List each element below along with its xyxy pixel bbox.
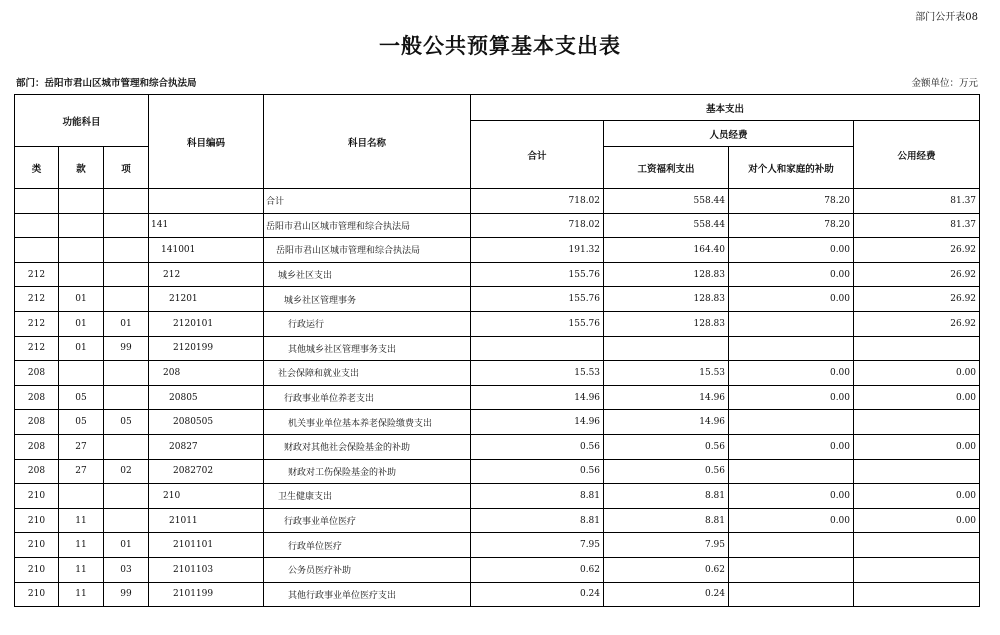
cell-name: 社会保障和就业支出 — [264, 361, 471, 386]
cell-name: 合计 — [264, 189, 471, 214]
header-name: 科目名称 — [264, 95, 471, 189]
cell-code: 20805 — [149, 385, 264, 410]
header-total: 合计 — [471, 121, 604, 189]
cell-subsidy — [729, 410, 854, 435]
cell-xiang: 03 — [104, 557, 149, 582]
cell-wages: 128.83 — [604, 262, 729, 287]
cell-wages — [604, 336, 729, 361]
cell-xiang: 99 — [104, 582, 149, 607]
table-row — [15, 410, 980, 435]
cell-xiang — [104, 262, 149, 287]
table-row — [15, 238, 980, 263]
cell-code: 212 — [149, 262, 264, 287]
cell-wages: 558.44 — [604, 189, 729, 214]
cell-lei — [15, 238, 59, 263]
cell-code: 20827 — [149, 434, 264, 459]
cell-code: 2101103 — [149, 557, 264, 582]
cell-public: 81.37 — [854, 213, 980, 238]
cell-public: 26.92 — [854, 311, 980, 336]
cell-subsidy — [729, 336, 854, 361]
cell-subsidy — [729, 557, 854, 582]
cell-xiang — [104, 385, 149, 410]
cell-name: 行政事业单位医疗 — [264, 508, 471, 533]
cell-xiang — [104, 238, 149, 263]
cell-code: 141001 — [149, 238, 264, 263]
cell-total: 15.53 — [471, 361, 604, 386]
cell-name: 其他行政事业单位医疗支出 — [264, 582, 471, 607]
cell-lei: 208 — [15, 361, 59, 386]
cell-code: 2080505 — [149, 410, 264, 435]
cell-public — [854, 336, 980, 361]
table-row — [15, 361, 980, 386]
header-xiang: 项 — [104, 147, 149, 189]
header-basic-expenditure: 基本支出 — [471, 95, 980, 121]
cell-public — [854, 459, 980, 484]
cell-wages: 0.56 — [604, 459, 729, 484]
cell-total: 155.76 — [471, 287, 604, 312]
cell-total: 155.76 — [471, 311, 604, 336]
cell-code — [149, 189, 264, 214]
cell-code: 208 — [149, 361, 264, 386]
cell-wages: 164.40 — [604, 238, 729, 263]
cell-code: 210 — [149, 484, 264, 509]
cell-total: 14.96 — [471, 385, 604, 410]
cell-code: 21201 — [149, 287, 264, 312]
cell-total: 718.02 — [471, 189, 604, 214]
table-row — [15, 557, 980, 582]
cell-code: 2120101 — [149, 311, 264, 336]
cell-subsidy: 0.00 — [729, 361, 854, 386]
cell-kuan: 11 — [59, 533, 104, 558]
cell-total: 8.81 — [471, 484, 604, 509]
cell-wages: 128.83 — [604, 287, 729, 312]
table-row — [15, 189, 980, 214]
cell-subsidy: 0.00 — [729, 484, 854, 509]
cell-name: 城乡社区管理事务 — [264, 287, 471, 312]
cell-lei: 212 — [15, 336, 59, 361]
cell-total: 0.56 — [471, 459, 604, 484]
cell-total: 7.95 — [471, 533, 604, 558]
cell-public — [854, 582, 980, 607]
table-row — [15, 287, 980, 312]
cell-public — [854, 533, 980, 558]
cell-public: 81.37 — [854, 189, 980, 214]
cell-kuan — [59, 484, 104, 509]
cell-public: 0.00 — [854, 361, 980, 386]
cell-kuan: 11 — [59, 582, 104, 607]
cell-lei: 210 — [15, 582, 59, 607]
cell-total: 718.02 — [471, 213, 604, 238]
cell-kuan: 27 — [59, 459, 104, 484]
cell-wages: 558.44 — [604, 213, 729, 238]
cell-code: 2101199 — [149, 582, 264, 607]
cell-xiang: 02 — [104, 459, 149, 484]
cell-total: 155.76 — [471, 262, 604, 287]
cell-total: 14.96 — [471, 410, 604, 435]
cell-kuan: 11 — [59, 557, 104, 582]
cell-kuan — [59, 361, 104, 386]
cell-name: 岳阳市君山区城市管理和综合执法局 — [264, 213, 471, 238]
cell-subsidy — [729, 311, 854, 336]
cell-lei: 208 — [15, 385, 59, 410]
cell-code: 21011 — [149, 508, 264, 533]
cell-subsidy: 78.20 — [729, 213, 854, 238]
cell-subsidy: 0.00 — [729, 262, 854, 287]
cell-lei: 212 — [15, 262, 59, 287]
cell-kuan: 01 — [59, 287, 104, 312]
cell-public: 0.00 — [854, 508, 980, 533]
cell-subsidy — [729, 533, 854, 558]
header-lei: 类 — [15, 147, 59, 189]
cell-kuan: 05 — [59, 410, 104, 435]
table-row — [15, 262, 980, 287]
cell-lei: 210 — [15, 508, 59, 533]
cell-lei — [15, 213, 59, 238]
cell-lei — [15, 189, 59, 214]
cell-lei: 208 — [15, 410, 59, 435]
cell-kuan: 01 — [59, 336, 104, 361]
cell-xiang — [104, 484, 149, 509]
cell-wages: 14.96 — [604, 385, 729, 410]
cell-kuan — [59, 262, 104, 287]
table-row — [15, 459, 980, 484]
cell-lei: 210 — [15, 533, 59, 558]
budget-table — [14, 94, 980, 607]
cell-lei: 212 — [15, 287, 59, 312]
cell-kuan — [59, 213, 104, 238]
cell-public — [854, 557, 980, 582]
cell-xiang — [104, 287, 149, 312]
cell-kuan: 11 — [59, 508, 104, 533]
cell-xiang — [104, 361, 149, 386]
cell-name: 其他城乡社区管理事务支出 — [264, 336, 471, 361]
cell-xiang — [104, 213, 149, 238]
cell-total: 0.62 — [471, 557, 604, 582]
cell-kuan: 05 — [59, 385, 104, 410]
cell-xiang: 01 — [104, 311, 149, 336]
header-personnel: 人员经费 — [604, 121, 854, 147]
table-row — [15, 336, 980, 361]
cell-xiang: 05 — [104, 410, 149, 435]
header-kuan: 款 — [59, 147, 104, 189]
cell-subsidy: 0.00 — [729, 385, 854, 410]
cell-lei: 208 — [15, 434, 59, 459]
cell-wages: 8.81 — [604, 508, 729, 533]
cell-subsidy — [729, 459, 854, 484]
cell-code: 2120199 — [149, 336, 264, 361]
cell-xiang — [104, 189, 149, 214]
cell-wages: 14.96 — [604, 410, 729, 435]
cell-lei: 208 — [15, 459, 59, 484]
cell-total: 0.56 — [471, 434, 604, 459]
cell-wages: 128.83 — [604, 311, 729, 336]
cell-wages: 7.95 — [604, 533, 729, 558]
table-row — [15, 533, 980, 558]
cell-name: 岳阳市君山区城市管理和综合执法局 — [264, 238, 471, 263]
cell-wages: 0.24 — [604, 582, 729, 607]
cell-kuan: 01 — [59, 311, 104, 336]
cell-xiang: 99 — [104, 336, 149, 361]
table-row — [15, 434, 980, 459]
page-title: 一般公共预算基本支出表 — [379, 33, 621, 58]
cell-lei: 212 — [15, 311, 59, 336]
form-number: 部门公开表08 — [915, 12, 978, 23]
cell-xiang — [104, 434, 149, 459]
cell-public: 0.00 — [854, 484, 980, 509]
cell-code: 2101101 — [149, 533, 264, 558]
cell-name: 财政对工伤保险基金的补助 — [264, 459, 471, 484]
cell-kuan — [59, 189, 104, 214]
table-row — [15, 213, 980, 238]
cell-public: 0.00 — [854, 434, 980, 459]
cell-wages: 0.62 — [604, 557, 729, 582]
cell-xiang — [104, 508, 149, 533]
cell-wages: 15.53 — [604, 361, 729, 386]
cell-subsidy: 78.20 — [729, 189, 854, 214]
cell-name: 城乡社区支出 — [264, 262, 471, 287]
header-subsidy: 对个人和家庭的补助 — [729, 147, 854, 189]
cell-public: 26.92 — [854, 262, 980, 287]
cell-name: 公务员医疗补助 — [264, 557, 471, 582]
department-label: 部门：岳阳市君山区城市管理和综合执法局 — [16, 78, 197, 89]
cell-subsidy: 0.00 — [729, 508, 854, 533]
cell-subsidy: 0.00 — [729, 287, 854, 312]
cell-name: 财政对其他社会保险基金的补助 — [264, 434, 471, 459]
cell-total: 0.24 — [471, 582, 604, 607]
cell-total — [471, 336, 604, 361]
cell-name: 卫生健康支出 — [264, 484, 471, 509]
cell-code: 141 — [149, 213, 264, 238]
cell-wages: 8.81 — [604, 484, 729, 509]
cell-total: 8.81 — [471, 508, 604, 533]
cell-public: 26.92 — [854, 287, 980, 312]
table-row — [15, 385, 980, 410]
cell-subsidy: 0.00 — [729, 238, 854, 263]
cell-code: 2082702 — [149, 459, 264, 484]
cell-name: 行政事业单位养老支出 — [264, 385, 471, 410]
cell-lei: 210 — [15, 557, 59, 582]
cell-kuan — [59, 238, 104, 263]
unit-label: 金额单位：万元 — [911, 78, 978, 89]
table-row — [15, 508, 980, 533]
header-code: 科目编码 — [149, 95, 264, 189]
header-wages: 工资福利支出 — [604, 147, 729, 189]
cell-name: 行政运行 — [264, 311, 471, 336]
cell-kuan: 27 — [59, 434, 104, 459]
table-row — [15, 582, 980, 607]
cell-wages: 0.56 — [604, 434, 729, 459]
cell-subsidy — [729, 582, 854, 607]
header-func-subject: 功能科目 — [15, 95, 149, 147]
cell-name: 行政单位医疗 — [264, 533, 471, 558]
header-public-expense: 公用经费 — [854, 121, 980, 189]
cell-public — [854, 410, 980, 435]
cell-xiang: 01 — [104, 533, 149, 558]
cell-total: 191.32 — [471, 238, 604, 263]
table-row — [15, 484, 980, 509]
table-row — [15, 311, 980, 336]
cell-lei: 210 — [15, 484, 59, 509]
cell-public: 0.00 — [854, 385, 980, 410]
cell-public: 26.92 — [854, 238, 980, 263]
cell-subsidy: 0.00 — [729, 434, 854, 459]
cell-name: 机关事业单位基本养老保险缴费支出 — [264, 410, 471, 435]
